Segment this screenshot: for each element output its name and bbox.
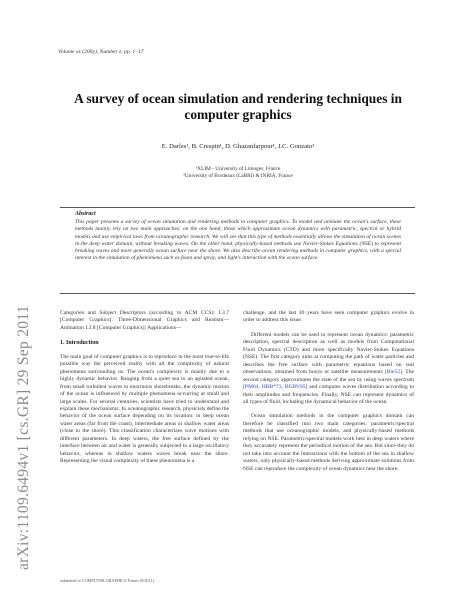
models-text-b: . The second category approximates the state of the sea by using waves spectrum (243, 369, 414, 383)
affiliations (58, 166, 418, 180)
intro-paragraph: The main goal of computer graphics is to reproduce in the most true-to-life possible way the perceived reality with all the complexity of natural phenomena surrounding us. The ocean's complexity is mainly due to a highly dynamic behavior. Ranging from a quiet sea to an agitated ocean, from small turbulent waves to enormous shorebreaks, the dynamic motion of the ocean is influenced by multiple phenomena occurring at small and large scales. For several centuries, scientists have tried to understand and explain these mechanisms. In oceanographic research, physicists define the behavior of the ocean surface depending on its location: in deep ocean water areas (far from the coast), intermediate areas or shallow water areas (close to the shore). This classification characterizes wave motions with different parameters. In deep waters, the free surface defined by the interface between air and water is generally subjected to a large oscillatory behavior, whereas in shallow waters waves break near the shore. Representing the visual complexity of these phenomena is a (60, 353, 229, 465)
arxiv-stamp (3, 150, 32, 570)
section-heading-introduction: 1. Introduction (60, 340, 99, 347)
journal-line: Volume xx (200y), Number z, pp. 1–17 (58, 49, 144, 55)
left-column (60, 310, 229, 473)
models-paragraph (243, 332, 414, 407)
paper-title: A survey of ocean simulation and rendering techniques in computer graphics (74, 91, 402, 122)
citation-link[interactable]: [PM64, HBB*73, BGRV85] (243, 384, 308, 391)
models-text-c: and computes waves distribution according to their amplitudes and frequencies. Finally, NSE can represent dynamics of all types of fluid, including the dynamical behavior of the ocean. (243, 384, 415, 405)
page-footer: submitted to COMPUTER GRAPHICS Forum (9/2011). (60, 578, 156, 583)
affiliation-1: ¹XLIM - University of Limoges, France (195, 166, 281, 172)
authors: E. Darles¹, B. Crespin¹, D. Ghazanfarpour¹, J.C. Gonzato² (161, 143, 315, 150)
right-column (243, 310, 414, 480)
models-text-a: Different models can be used to represent ocean dynamics: parametric description, spectral description as well as models from Computational Fluid Dynamics (CTD) and more specifically Navier-Stokes Equations (NSE). The first category aims at computing the path of water particles and describes the free surface with parametric equations based on real observations, obtained from buoys or satellite measurements (243, 331, 414, 376)
affiliation-2: ²University of Bordeaux (LaBRI) & INRIA, France (183, 173, 293, 179)
abstract-text: This paper presents a survey of ocean simulation and rendering methods in computer graphics. To model and animate the ocean's surface, these methods mainly rely on two main approaches: on the one hand, those which approximate ocean dynamics with parametric, spectral or hybrid models and use empirical laws from oceanographic research. We will see that this type of methods essentially allows the simulation of ocean scenes in the deep water domain, without breaking waves. On the other hand, physically-based methods use Navier-Stokes Equations (NSE) to represent breaking waves and more generally ocean surface near the shore. We also describe ocean rendering methods in computer graphics, with a special interest in the simulation of phenomena such as foam and spray, and light's interaction with the ocean surface. (75, 219, 401, 262)
abstract-heading: Abstract (75, 211, 96, 217)
categories-descriptors: Categories and Subject Descriptors (according to ACM CCS): I.3.7 [Computer Graphics]: Three-Dimensional Graphics and Realism—Animation I.3.8 [Computer Graphics]: Applications— (60, 310, 229, 331)
paragraph-continuation: challenge, and the last 30 years have seen computer graphics evolve in order to address this issue. (243, 310, 414, 324)
classification-paragraph: Ocean simulation methods in the computer graphics domain can therefore be classified into two main categories: parametric/spectral methods that use oceanographic models, and physically-based methods relying on NSE. Parametric/spectral models work best in deep waters where they accurately represent the periodical motion of the sea. But since they do not take into account the interactions with the bottom of the sea in shallow waters, only physically-based methods deriving approximate solutions from NSE can reproduce the complexity of ocean dynamics near the shore. (243, 413, 414, 472)
arxiv-id: arXiv:1109.6494v1 [cs.GR] 29 Sep 2011 (15, 305, 32, 570)
citation-link[interactable]: [Bie52] (384, 369, 402, 376)
